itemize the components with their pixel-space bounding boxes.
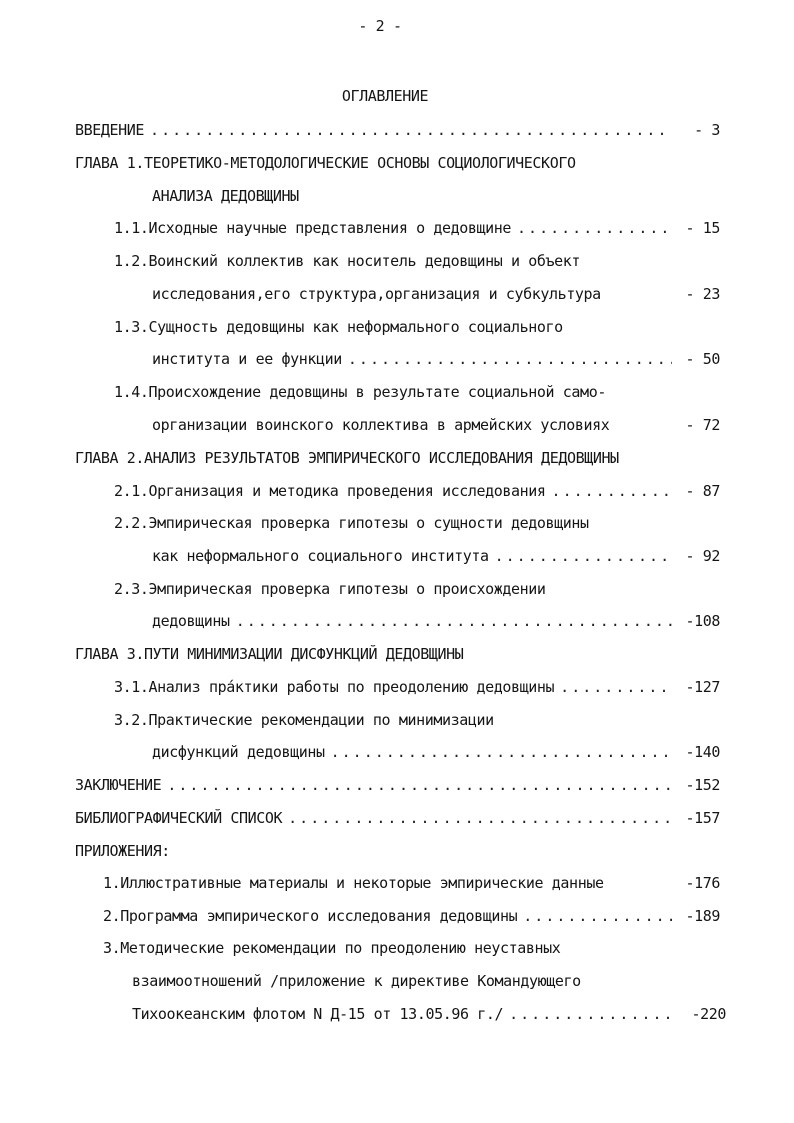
entry-title: института и ее функции (152, 350, 342, 368)
entry-title: ВВЕДЕНИЕ (75, 121, 145, 139)
dot-leader (161, 775, 672, 795)
toc-entry-2-3-cont (152, 611, 720, 631)
dot-leader (282, 808, 672, 828)
entry-title: Тихоокеанским флотом N Д-15 от 13.05.96 г./ (132, 1005, 504, 1023)
entry-title: исследования,его структура,организация и субкультура (152, 285, 601, 303)
toc-title: ОГЛАВЛЕНИЕ (341, 87, 429, 105)
entry-title: как неформального социального института (152, 547, 489, 565)
page-ref: - 87 (685, 482, 720, 500)
entry-title: 1.Иллюстративные материалы и некоторые эмпирические данные (103, 874, 604, 892)
entry-title: 2.1.Организация и методика проведения исследования (114, 482, 546, 500)
toc-entry-1-4-cont (152, 415, 720, 435)
toc-entry-appendix-3-cont: взаимоотношений /приложение к директиве Командующего (132, 972, 581, 990)
toc-entry-2-2[interactable]: 2.2.Эмпирическая проверка гипотезы о сущности дедовщины (114, 514, 589, 532)
chapter-2-heading[interactable]: ГЛАВА 2.АНАЛИЗ РЕЗУЛЬТАТОВ ЭМПИРИЧЕСКОГО ИССЛЕДОВАНИЯ ДЕДОВЩИНЫ (75, 449, 619, 467)
dot-leader (342, 349, 672, 369)
toc-entry-3-2-cont (152, 742, 720, 762)
toc-entry-bibliography[interactable] (75, 808, 720, 828)
page-ref: -152 (685, 776, 720, 794)
entry-title: БИБЛИОГРАФИЧЕСКИЙ СПИСОК (75, 809, 283, 827)
entry-title: дедовщины (152, 612, 230, 630)
toc-entry-appendix-3[interactable]: 3.Методические рекомендации по преодолению неуставных (103, 939, 561, 957)
page-ref: - 72 (685, 416, 720, 434)
page-ref: -127 (685, 678, 720, 696)
toc-entry-2-2-cont (152, 546, 720, 566)
page-ref: -176 (685, 874, 720, 892)
chapter-3-heading[interactable]: ГЛАВА 3.ПУТИ МИНИМИЗАЦИИ ДИСФУНКЦИЙ ДЕДОВЩИНЫ (75, 645, 464, 663)
toc-entry-appendix-3-cont2 (132, 1004, 726, 1024)
dot-leader (230, 611, 672, 631)
entry-title: дисфункций дедовщины (152, 743, 325, 761)
dot-leader (325, 742, 672, 762)
toc-entry-1-1[interactable] (114, 218, 720, 238)
appendices-heading[interactable]: ПРИЛОЖЕНИЯ: (75, 842, 170, 860)
toc-entry-intro[interactable] (75, 120, 720, 140)
chapter-1-heading-cont: АНАЛИЗА ДЕДОВЩИНЫ (152, 187, 299, 205)
entry-title: ЗАКЛЮЧЕНИЕ (75, 776, 162, 794)
page-ref: -220 (691, 1005, 726, 1023)
page-ref: - 92 (685, 547, 720, 565)
dot-leader (144, 120, 672, 140)
toc-entry-2-1[interactable] (114, 481, 720, 501)
toc-entry-3-1[interactable] (114, 677, 720, 697)
page-ref: -157 (685, 809, 720, 827)
toc-entry-appendix-2[interactable] (103, 906, 720, 926)
dot-leader (546, 481, 672, 501)
entry-title: организации воинского коллектива в армейских условиях (152, 416, 610, 434)
dot-leader (554, 677, 672, 697)
page-ref: - 50 (685, 350, 720, 368)
dot-leader (517, 906, 672, 926)
toc-entry-conclusion[interactable] (75, 775, 720, 795)
dot-leader (489, 546, 672, 566)
toc-entry-1-3-cont (152, 349, 720, 369)
page-ref: -140 (685, 743, 720, 761)
page-ref: - 15 (685, 219, 720, 237)
page-ref: - 23 (685, 285, 720, 303)
toc-entry-3-2[interactable]: 3.2.Практические рекомендации по минимизации (114, 711, 494, 729)
dot-leader (511, 218, 672, 238)
toc-entry-1-4[interactable]: 1.4.Происхождение дедовщины в результате социальной само- (114, 383, 606, 401)
toc-entry-2-3[interactable]: 2.3.Эмпирическая проверка гипотезы о происхождении (114, 580, 546, 598)
entry-title: 3.1.Анализ пра́ктики работы по преодолению дедовщины (114, 678, 555, 696)
toc-entry-appendix-1[interactable] (103, 873, 720, 893)
toc-entry-1-2[interactable]: 1.2.Воинский коллектив как носитель дедовщины и объект (114, 252, 581, 270)
dot-leader (503, 1004, 678, 1024)
page-ref: -189 (685, 907, 720, 925)
page-number: - 2 - (358, 17, 402, 35)
page-ref: -108 (685, 612, 720, 630)
entry-title: 2.Программа эмпирического исследования дедовщины (103, 907, 518, 925)
toc-entry-1-2-cont (152, 284, 720, 304)
page-ref: - 3 (694, 121, 720, 139)
entry-title: 1.1.Исходные научные представления о дедовщине (114, 219, 512, 237)
chapter-1-heading[interactable]: ГЛАВА 1.ТЕОРЕТИКО-МЕТОДОЛОГИЧЕСКИЕ ОСНОВЫ СОЦИОЛОГИЧЕСКОГО (75, 154, 576, 172)
toc-entry-1-3[interactable]: 1.3.Сущность дедовщины как неформального социального (114, 318, 563, 336)
